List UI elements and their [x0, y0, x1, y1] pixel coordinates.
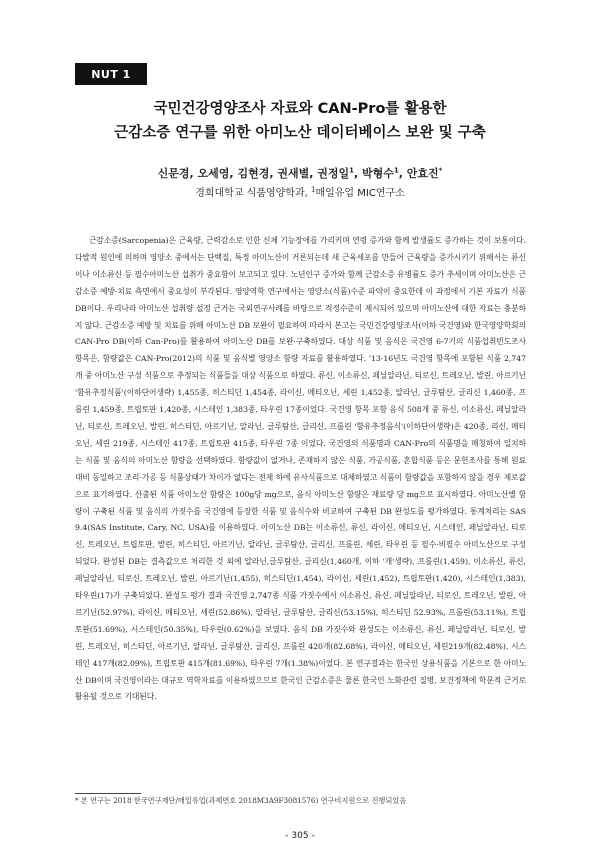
author-sup-2: 1 [393, 166, 399, 175]
authors-last: , 안효진 [398, 167, 439, 180]
author-sup-corresponding: * [438, 166, 443, 175]
affiliation-second: 매일유업 MIC연구소 [315, 188, 405, 199]
abstract-body: 근감소증(Sarcopenia)은 근육량, 근력감소로 인한 신체 기능장애를 가리키며 연령 증가와 함께 발생률도 증가하는 것이 보통이다. 다발적 원인에 의하며 영양소 중에서는 단백질, 특정 아미노산이 거론되는데 새 근육세포를 만들어 근육량을 증가시키기 위해서는 류신이나 이소류신 등 필수아미노산 섭취가 중요함이 보고되고 있다. 노년인구 증가와 함께 근감소증 유병률도 증가 추세이며 아미노산은 근감소증 예방·치료 측면에서 중요성이 부각된다. 영양역학 연구에서는 영양소(식품)수준 파악이 중요한데 이 과정에서 기본 자료가 식품 DB이다. 우리나라 아미노산 섭취량 설정 근거는 국외연구사례를 바탕으로 적정수준이 제시되어 있으며 아미노산에 대한 자료는 충분하지 않다. 근감소증 예방 및 치료를 위해 아미노산 DB 보완이 필요하며 따라서 본고는 국민건강영양조사(이하 국건영)와 한국영양학회의 CAN-Pro DB(이하 Can-Pro)를 활용하여 아미노산 DB를 보완·구축하였다. 대상 식품 및 음식은 국건영 6-7기의 식품섭취빈도조사 항목은, 함량값은 CAN-Pro(2012)의 식품 및 음식별 영양소 함량 자료를 활용하였다. '13-16년도 국건영 항목에 포함된 식품 2,747개 중 아미노산 구성 식품으로 추정되는 식품들을 대상 식품으로 하였다. 류신, 이소류신, 페닐알라닌, 티로신, 트레오닌, 발린, 아르기닌 '함유추정식품'(이하단어생략) 1,455종, 히스티딘 1,454종, 라이신, 메티오닌, 세린 1,452종, 알라닌, 글루탐산, 글리신 1,460종, 프롤린 1,459종, 트립토판 1,420종, 시스테인 1,383종, 타우린 17종이었다. 국건영 항목 포함 음식 508개 중 류신, 이소류신, 페닐알라닌, 티로신, 트레오닌, 발린, 히스티딘, 아르기닌, 알라닌, 글루탐산, 글리신, 프롤린 '함유추정음식'(이하단어생략)은 420종, 리신, 메티오닌, 세린 219종, 시스테인 417종, 트립토판 415종, 타우린 7종 이었다. 국건영의 식품명과 CAN-Pro의 식품명을 매칭하여 일치하는 식품 및 음식의 아미노산 함량을 선택하였다. 함량값이 없거나, 존재하지 않은 식품, 가공식품, 혼합식품 등은 문헌조사를 통해 원료대비 동일하고 조리·가공 등 식품상태가 차이가 없다는 전제 하에 유사식품으로 대체하였고 식품이 함량값을 포함하지 않을 경우 제로값으로 표기하였다. 산출된 식품 아미노산 함량은 100g당 mg으로, 음식 아미노산 함량은 재료량 당 mg으로 표시하였다. 아미노산별 함량이 구축된 식품 및 음식의 가짓수를 국건영에 등장한 식품 및 음식수와 비교하여 구축된 DB 완성도를 평가하였다. 통계처리는 SAS 9.4(SAS Institute, Cary, NC, USA)를 이용하였다. 아미노산 DB는 이소류신, 류신, 라이신, 메티오닌, 시스테인, 페닐알라닌, 티로신, 트레오닌, 트립토판, 발린, 히스티딘, 아르기닌, 알라닌, 글루탐산, 글리신, 프롤린, 세린, 타우린 등 필수·비필수 아미노산으로 구성되었다. 완성된 DB는 결측값으로 처리한 것 외에 알라닌,글루탐산, 글리신(1,460개, 이하 '개'생략), 프롤린(1,459), 이소류신, 류신, 페닐알라닌, 티로신, 트레오닌, 발린, 아르기닌(1,455), 히스티딘(1,454), 라이신, 세린(1,452), 트립토판(1,420), 시스테인(1,383), 타우린(17)가 구축되었다. 완성도 평가 결과 국건영 2,747종 식품 가짓수에서 이소류신, 류신, 페닐알라닌, 티로신, 트레오닌, 발린, 아르기닌(52.97%), 라이신, 메티오닌, 세린(52.86%), 알라닌, 글루탐산, 글리신(53.15%), 히스티딘 52.93%, 프롤린(53.11%), 트립토판(51.69%), 시스테인(50.35%), 타우린(0.62%)을 보였다. 음식 DB 가짓수와 완성도는 이소류신, 류신, 페닐알라닌, 티로신, 발린, 트레오닌, 히스티딘, 아르기닌, 알라닌, 글루탐산, 글리신, 프롤린 420개(82.68%), 라이신, 메티오닌, 세린219개(82.48%), 시스테인 417개(82.09%), 트립토판 415개(81.69%), 타우린 7개(1.38%)이었다. 본 연구결과는 한국인 상용식품을 기본으로 한 아미노산 DB이며 국건영이라는 대규모 역학자료를 이용하였으므로 한국인 근감소증은 물론 한국인 노화관련 질병, 보건정책에 학문적 근거로 활용될 것으로 기대된다. [75, 236, 526, 702]
affiliation-main: 경희대학교 식품영양학과, [195, 188, 311, 199]
paper-title-line1: 국민건강영양조사 자료와 CAN-Pro를 활용한 [153, 101, 447, 117]
affiliation [60, 184, 540, 199]
footnote-divider [75, 793, 141, 794]
section-tag: NUT 1 [75, 63, 147, 85]
page-number: - 305 - [285, 831, 315, 841]
authors-main: 신문경, 오세영, 김현경, 권새별, 권정일 [157, 167, 350, 180]
paper-title-line2: 근감소증 연구를 위한 아미노산 데이터베이스 보완 및 구축 [114, 125, 486, 141]
author-list [60, 165, 540, 181]
authors-mid: , 박형수 [353, 167, 394, 180]
affiliation-sup: 1 [310, 185, 316, 194]
author-sup-1: 1 [349, 166, 354, 175]
funding-footnote: * 본 연구는 2018 한국연구재단/매일유업(과제번호 2018M3A9F3081576) 연구비지원으로 진행되었음 [75, 796, 407, 805]
